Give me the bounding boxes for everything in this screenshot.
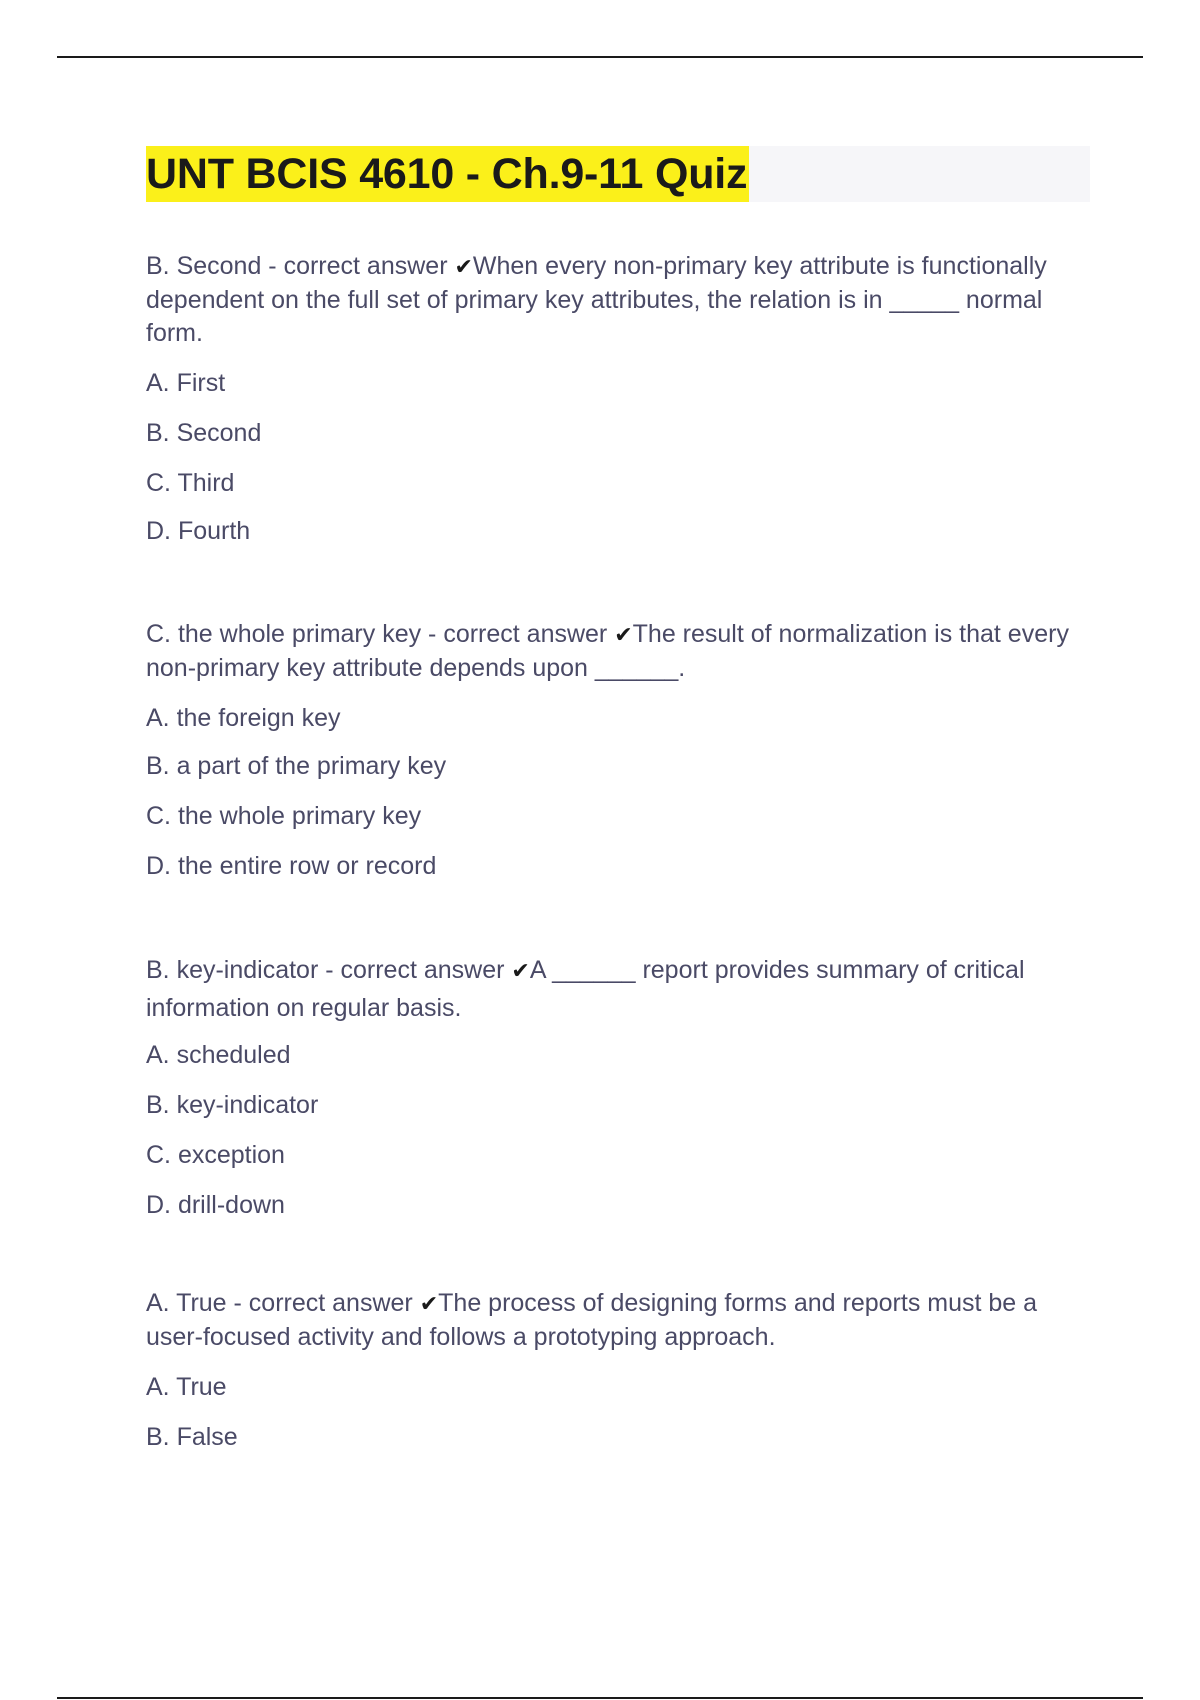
option-item: D. the entire row or record <box>146 852 437 880</box>
option-item: B. False <box>146 1423 238 1451</box>
question-prompt: When every non-primary key attribute is functionally dependent on the full set of primary key attributes, the relation is in _____ normal form. <box>146 252 1047 347</box>
question-block-3 <box>146 952 1090 1222</box>
option-item: C. Third <box>146 469 235 497</box>
option-item: B. a part of the primary key <box>146 752 447 780</box>
option-item: D. drill-down <box>146 1191 285 1219</box>
document-body <box>146 146 1090 1451</box>
question-block-4 <box>146 1287 1090 1454</box>
bottom-rule <box>57 1697 1143 1699</box>
correct-answer: A. True - correct answer <box>146 1289 420 1317</box>
checkmark-icon: ✔ <box>419 1292 439 1317</box>
question-prompt: The process of designing forms and reports must be a user-focused activity and follows a prototyping approach. <box>146 1289 1038 1351</box>
checkmark-icon: ✔ <box>454 255 473 280</box>
question-block-2 <box>146 618 1090 883</box>
question-prompt: A ______ report provides summary of critical information on regular basis. <box>146 956 1025 1022</box>
option-item: B. Second <box>146 419 262 447</box>
checkmark-icon: ✔ <box>614 623 633 648</box>
correct-answer: B. key-indicator - correct answer <box>146 956 512 984</box>
option-item: A. scheduled <box>146 1041 291 1069</box>
top-rule <box>57 56 1143 58</box>
question-text <box>146 618 1090 685</box>
option-item: C. the whole primary key <box>146 802 422 830</box>
correct-answer: B. Second - correct answer <box>146 252 455 280</box>
question-block-1 <box>146 250 1090 548</box>
option-item: D. Fourth <box>146 517 251 545</box>
question-text <box>146 952 1090 1026</box>
option-item: C. exception <box>146 1141 285 1169</box>
option-item: A. First <box>146 369 226 397</box>
question-text <box>146 250 1090 350</box>
title-banner <box>146 146 1090 202</box>
option-item: A. True <box>146 1373 227 1401</box>
correct-answer: C. the whole primary key - correct answer <box>146 620 615 648</box>
checkmark-icon: ✔ <box>511 959 530 984</box>
question-text <box>146 1287 1090 1354</box>
option-item: B. key-indicator <box>146 1091 319 1119</box>
document-title: UNT BCIS 4610 - Ch.9-11 Quiz <box>146 146 749 202</box>
option-item: A. the foreign key <box>146 704 341 732</box>
question-prompt: The result of normalization is that every non-primary key attribute depends upon ______. <box>146 620 1069 682</box>
